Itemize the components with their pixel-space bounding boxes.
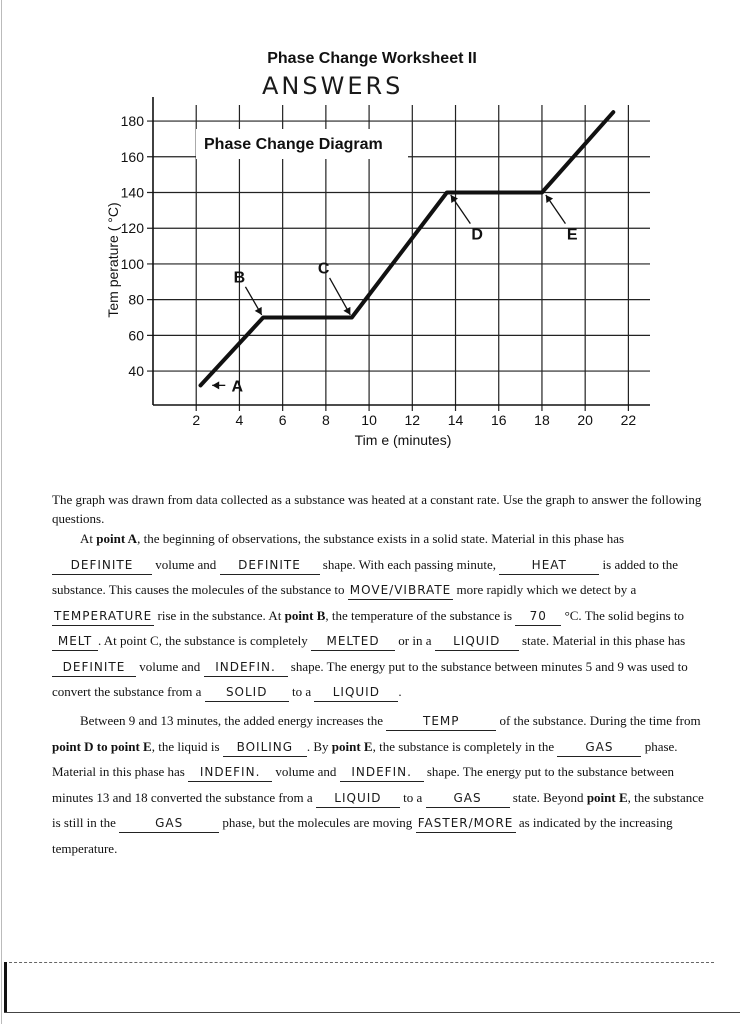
y-tick-40: 40 [128,363,144,380]
x-tick-2: 2 [192,412,201,428]
y-tick-180: 180 [120,113,144,130]
point-labels [212,195,578,395]
answer-moving[interactable]: FASTER/MORE [416,814,516,833]
x-tick-20: 20 [577,412,593,428]
x-tick-18: 18 [534,412,550,428]
instructions [52,490,712,528]
answer-solid-begins[interactable]: MELT [52,632,98,651]
answer-completely[interactable]: MELTED [311,632,395,651]
series-point-3 [445,191,448,194]
y-tick-100: 100 [120,255,144,272]
answer-liquid-is[interactable]: BOILING [223,738,307,757]
point-de-ref: point D to point E [52,738,152,754]
answer-increases[interactable]: TEMP [386,712,496,731]
point-b-ref: point B [284,607,326,623]
answer-molecule-motion[interactable]: MOVE/VIBRATE [348,581,453,600]
series-point-5 [612,111,615,114]
answer-gas-shape[interactable]: INDEFIN. [340,763,424,782]
answer-gas-volume[interactable]: INDEFIN. [188,763,272,782]
answer-detect-by[interactable]: TEMPERATURE [52,607,154,626]
y-tick-120: 120 [120,220,144,237]
answer-solid-shape[interactable]: DEFINITE [220,556,320,575]
point-label-c: C [317,260,330,278]
x-tick-labels [192,412,636,428]
series-point-2 [350,316,353,319]
answer-temperature-b[interactable]: 70 [515,607,561,626]
point-label-b: B [233,269,246,287]
x-tick-14: 14 [447,412,464,428]
point-a-ref: point A [96,531,138,546]
bottom-rule [4,962,714,963]
phase-change-chart [0,95,744,465]
series-point-4 [540,191,543,194]
y-tick-60: 60 [128,327,144,344]
point-e-ref-2: point E [586,789,628,805]
x-tick-12: 12 [404,412,421,428]
y-tick-labels [121,113,145,379]
answer-state-c[interactable]: LIQUID [435,632,519,651]
x-tick-8: 8 [321,412,330,428]
binding-mark [4,962,7,1012]
point-e-ref: point E [331,738,373,754]
x-tick-22: 22 [620,412,637,428]
answer-solid-volume[interactable]: DEFINITE [52,556,152,575]
answer-to-state-2[interactable]: GAS [426,789,510,808]
point-arrowhead-a [212,381,219,389]
y-axis-label: Tem perature ( °C) [105,202,121,318]
x-tick-6: 6 [278,412,287,428]
answer-from-state-2[interactable]: LIQUID [316,789,400,808]
answer-from-state[interactable]: SOLID [205,683,289,702]
paragraph-1: At point A, the beginning of observations, the substance exists in a solid state. Material in this phase has DEFINITE volume and DEFINITE shape. With each passing minute, HEAT is added to the substance. This causes the molecules of the substance to MOVE/VIBRATE more rapidly which we detect by a TEMPERATURE rise in the substance. At point B, the temperature of the substance is 70 °C. The solid begins to MELT . At point C, the substance is completely MELTED or in a LIQUID state. Material in this phase has DEFINITE volume and INDEFIN. shape. The energy put to the substance between minutes 5 and 9 was used to convert the substance from a SOLID to a LIQUID . [52,526,712,705]
x-tick-10: 10 [361,412,377,428]
answer-to-state[interactable]: LIQUID [314,683,398,702]
answer-added-energy[interactable]: HEAT [499,556,599,575]
x-tick-16: 16 [490,412,507,428]
answers-heading: ANSWERS [262,72,404,100]
answer-phase-e[interactable]: GAS [557,738,641,757]
series-point-1 [262,316,265,319]
point-arrowhead-e [546,195,553,203]
answer-liquid-shape[interactable]: INDEFIN. [204,658,288,677]
bottom-border [4,1012,740,1013]
chart-title: Phase Change Diagram [204,136,383,153]
x-tick-4: 4 [235,412,244,428]
paragraph-2: Between 9 and 13 minutes, the added energy increases the TEMP of the substance. During the time from point D to point E, the liquid is BOILING . By point E, the substance is completely in the GAS phase. Material in this phase has INDEFIN. volume and INDEFIN. shape. The energy put to the substance between minutes 13 and 18 converted the substance from a LIQUID to a GAS state. Beyond point E, the substance is still in the GAS phase, but the molecules are moving FASTER/MORE as indicated by the increasing temperature. [52,713,704,856]
x-axis-label: Tim e (minutes) [354,432,452,448]
y-tick-80: 80 [128,291,144,308]
page-title: Phase Change Worksheet II [267,50,477,67]
series-point-0 [199,384,202,387]
point-label-d: D [471,226,483,244]
point-label-e: E [566,226,578,244]
y-tick-140: 140 [120,184,144,201]
answer-still-in[interactable]: GAS [119,814,219,833]
y-tick-160: 160 [120,148,144,165]
answer-liquid-volume[interactable]: DEFINITE [52,658,136,677]
intro-text: The graph was drawn from data collected as a substance was heated at a constant rate. Use the graph to answer the following questions. [52,492,702,526]
point-arrowhead-d [451,195,458,203]
point-label-a: A [231,378,244,396]
